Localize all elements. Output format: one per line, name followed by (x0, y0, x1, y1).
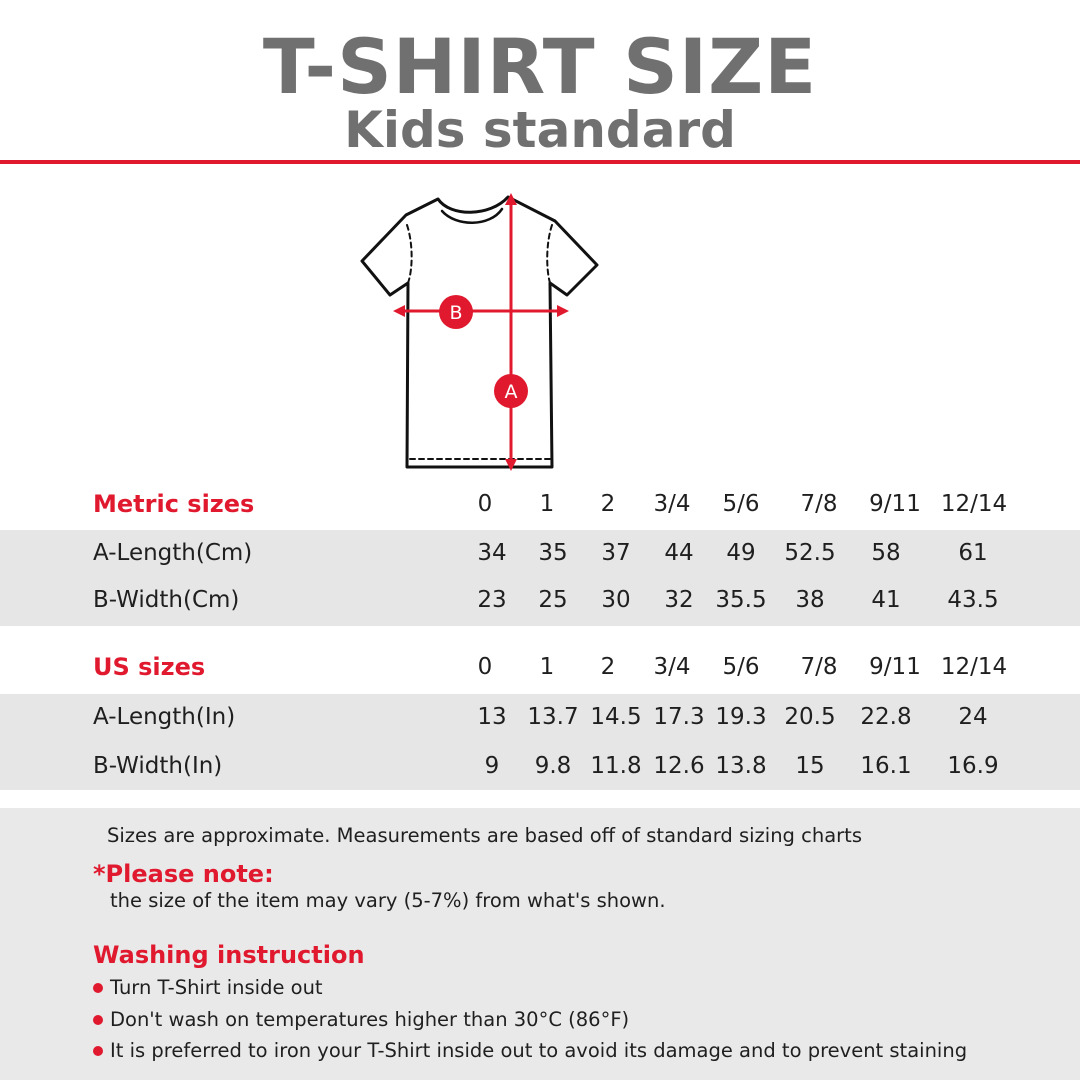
table-cell: 25 (538, 587, 568, 613)
us-header-row (0, 647, 1080, 687)
size-column-header: 3/4 (653, 654, 691, 680)
table-cell: 30 (601, 587, 631, 613)
row-label: A-Length(Cm) (93, 540, 253, 566)
size-column-header: 12/14 (940, 654, 1008, 680)
size-column-header: 5/6 (722, 654, 760, 680)
table-cell: 9 (484, 753, 500, 779)
table-cell: 20.5 (784, 704, 836, 730)
size-column-header: 5/6 (722, 491, 760, 517)
size-column-header: 0 (477, 654, 493, 680)
size-column-header: 12/14 (940, 491, 1008, 517)
marker-b (439, 295, 473, 329)
table-cell: 61 (958, 540, 988, 566)
size-column-header: 7/8 (800, 654, 838, 680)
size-column-header: 7/8 (800, 491, 838, 517)
size-column-header: 3/4 (653, 491, 691, 517)
table-cell: 43.5 (947, 587, 999, 613)
approximate-note: Sizes are approximate. Measurements are based off of standard sizing charts (107, 824, 862, 847)
us-heading: US sizes (93, 653, 206, 681)
table-cell: 13.7 (527, 704, 579, 730)
marker-a-label: A (504, 381, 518, 403)
variance-note: the size of the item may vary (5-7%) from what's shown. (110, 889, 666, 912)
table-row (0, 746, 1080, 786)
table-cell: 52.5 (784, 540, 836, 566)
table-row (0, 580, 1080, 620)
table-cell: 37 (601, 540, 631, 566)
table-cell: 17.3 (653, 704, 705, 730)
table-cell: 34 (477, 540, 507, 566)
table-cell: 12.6 (653, 753, 705, 779)
table-cell: 13.8 (715, 753, 767, 779)
table-cell: 41 (871, 587, 901, 613)
table-cell: 11.8 (590, 753, 642, 779)
size-column-header: 1 (539, 654, 555, 680)
table-cell: 58 (871, 540, 901, 566)
tshirt-outline-icon (362, 197, 597, 467)
metric-heading: Metric sizes (93, 490, 255, 518)
tshirt-diagram (350, 185, 610, 480)
row-label: B-Width(Cm) (93, 587, 240, 613)
bullet-icon (93, 983, 103, 993)
metric-header-row (0, 484, 1080, 524)
table-row (0, 533, 1080, 573)
size-column-header: 9/11 (869, 654, 921, 680)
table-cell: 49 (726, 540, 756, 566)
page-subtitle: Kids standard (344, 101, 736, 159)
size-column-header: 2 (600, 654, 616, 680)
table-cell: 35 (538, 540, 568, 566)
washing-item-text: It is preferred to iron your T-Shirt inside out to avoid its damage and to prevent staining (110, 1039, 968, 1062)
table-cell: 22.8 (860, 704, 912, 730)
washing-heading: Washing instruction (93, 941, 365, 969)
table-cell: 38 (795, 587, 825, 613)
washing-item-text: Turn T-Shirt inside out (110, 976, 323, 999)
measure-lines (393, 193, 569, 471)
marker-a (494, 374, 528, 408)
page-title: T-SHIRT SIZE (262, 22, 818, 111)
table-cell: 14.5 (590, 704, 642, 730)
table-cell: 24 (958, 704, 988, 730)
size-column-header: 1 (539, 491, 555, 517)
size-column-header: 2 (600, 491, 616, 517)
size-column-header: 9/11 (869, 491, 921, 517)
row-label: A-Length(In) (93, 704, 236, 730)
size-column-header: 0 (477, 491, 493, 517)
row-label: B-Width(In) (93, 753, 223, 779)
table-cell: 32 (664, 587, 694, 613)
list-item (93, 973, 323, 1003)
please-note-heading: *Please note: (93, 860, 274, 888)
table-cell: 19.3 (715, 704, 767, 730)
bullet-icon (93, 1046, 103, 1056)
list-item (93, 1036, 967, 1066)
header-divider (0, 160, 1080, 164)
table-cell: 16.1 (860, 753, 912, 779)
list-item (93, 1005, 629, 1035)
table-cell: 15 (795, 753, 825, 779)
table-cell: 35.5 (715, 587, 767, 613)
bullet-icon (93, 1015, 103, 1025)
washing-item-text: Don't wash on temperatures higher than 30°C (86°F) (110, 1008, 630, 1031)
table-cell: 44 (664, 540, 694, 566)
table-cell: 23 (477, 587, 507, 613)
table-cell: 16.9 (947, 753, 999, 779)
table-cell: 9.8 (534, 753, 572, 779)
table-row (0, 697, 1080, 737)
marker-b-label: B (449, 302, 463, 324)
table-cell: 13 (477, 704, 507, 730)
